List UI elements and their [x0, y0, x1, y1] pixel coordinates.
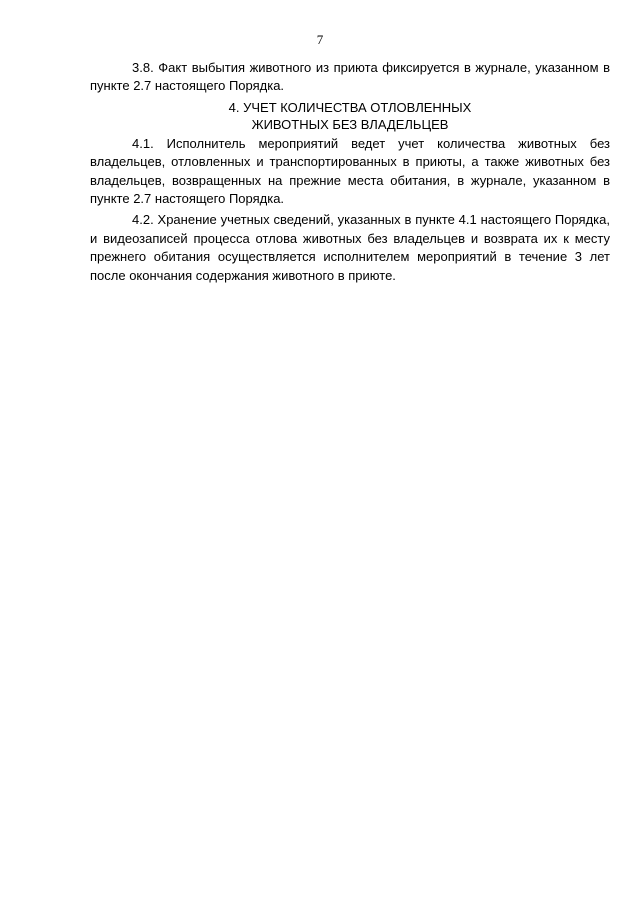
section-4-heading-line-2: ЖИВОТНЫХ БЕЗ ВЛАДЕЛЬЦЕВ [251, 116, 449, 132]
paragraph-4-2: 4.2. Хранение учетных сведений, указанных в пункте 4.1 настоящего Порядка, и видеозаписей процесса отлова животных без владельцев и возврата их к месту прежнего обитания осуществляется исполнителем мероприятий в течение 3 лет после окончания содержания животного в приюте. [90, 212, 610, 283]
section-4-heading [90, 99, 610, 133]
document-body [90, 59, 610, 288]
page-number: 7 [316, 32, 324, 47]
section-4-heading-line-1: 4. УЧЕТ КОЛИЧЕСТВА ОТЛОВЛЕННЫХ [228, 99, 472, 115]
paragraph-3-8: 3.8. Факт выбытия животного из приюта фиксируется в журнале, указанном в пункте 2.7 настоящего Порядка. [90, 60, 610, 94]
paragraph-4-1: 4.1. Исполнитель мероприятий ведет учет количества животных без владельцев, отловленных и транспортированных в приюты, а также животных без владельцев, возвращенных на прежние места обитания, в журнале, указанном в пункте 2.7 настоящего Порядка. [90, 135, 610, 207]
